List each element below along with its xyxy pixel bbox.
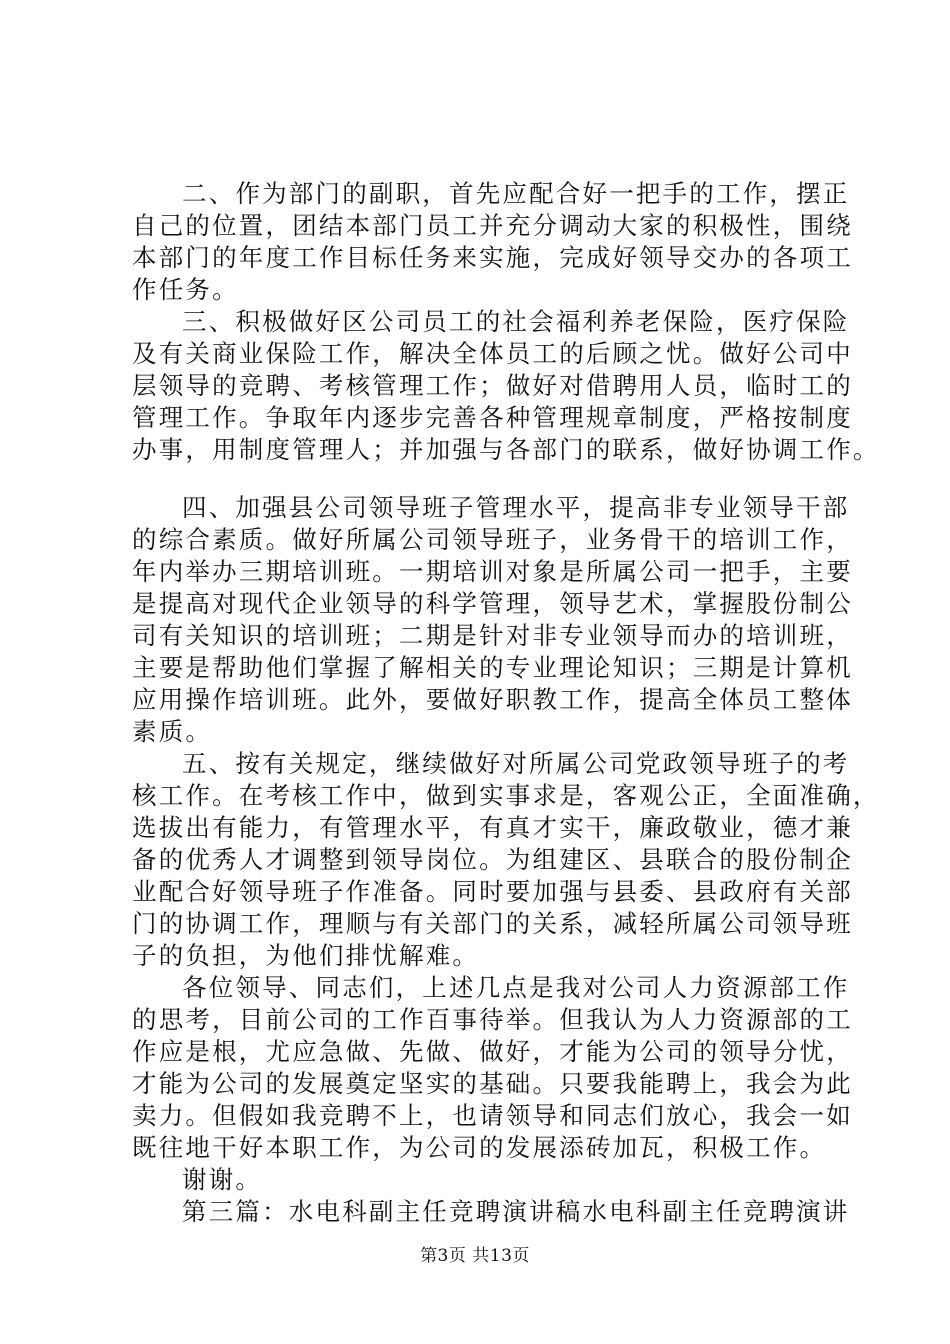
text-line: 门的协调工作，理顺与有关部门的关系，减轻所属公司领导班 (132, 909, 853, 938)
text-line: 的综合素质。做好所属公司领导班子，业务骨干的培训工作， (132, 525, 853, 554)
document-body (132, 178, 880, 1228)
text-line: 五、按有关规定，继续做好对所属公司党政领导班子的考 (182, 749, 850, 778)
paragraph-3 (132, 306, 880, 466)
text-line: 既往地干好本职工作，为公司的发展添砖加瓦，积极工作。 (132, 1133, 827, 1162)
paragraph-8 (132, 1196, 850, 1228)
text-line: 各位领导、同志们，上述几点是我对公司人力资源部工作 (182, 973, 850, 1002)
text-line: 主要是帮助他们掌握了解相关的专业理论知识；三期是计算机 (132, 653, 853, 682)
text-line: 作任务。 (132, 275, 239, 304)
paragraph-4 (132, 492, 853, 748)
text-line: 二、作为部门的副职，首先应配合好一把手的工作，摆正 (182, 179, 850, 208)
page-footer: 第3页 共13页 (420, 1246, 530, 1266)
text-line: 及有关商业保险工作，解决全体员工的后顾之忧。做好公司中 (132, 339, 853, 368)
paragraph-2 (132, 178, 853, 306)
text-line: 自己的位置，团结本部门员工并充分调动大家的积极性，围绕 (132, 211, 853, 240)
text-line: 年内举办三期培训班。一期培训对象是所属公司一把手，主要 (132, 557, 853, 586)
text-line: 办事，用制度管理人；并加强与各部门的联系，做好协调工作。 (132, 435, 880, 464)
text-line: 业配合好领导班子作准备。同时要加强与县委、县政府有关部 (132, 877, 853, 906)
text-line: 的思考，目前公司的工作百事待举。但我认为人力资源部的工 (132, 1005, 853, 1034)
text-line: 第三篇：水电科副主任竞聘演讲稿水电科副主任竞聘演讲 (182, 1197, 850, 1226)
text-line: 应用操作培训班。此外，要做好职教工作，提高全体员工整体 (132, 685, 853, 714)
paragraph-7 (132, 1164, 836, 1196)
text-line: 本部门的年度工作目标任务来实施，完成好领导交办的各项工 (132, 243, 853, 272)
text-line: 层领导的竞聘、考核管理工作；做好对借聘用人员，临时工的 (132, 371, 853, 400)
paragraph-5 (132, 748, 880, 972)
text-line: 谢谢。 (182, 1165, 263, 1194)
text-line: 是提高对现代企业领导的科学管理，领导艺术，掌握股份制公 (132, 589, 853, 618)
text-line: 才能为公司的发展奠定坚实的基础。只要我能聘上，我会为此 (132, 1069, 853, 1098)
text-line: 选拔出有能力，有管理水平，有真才实干，廉政敬业，德才兼 (132, 813, 853, 842)
paragraph-gap (132, 466, 836, 492)
text-line: 管理工作。争取年内逐步完善各种管理规章制度，严格按制度 (132, 403, 853, 432)
text-line: 四、加强县公司领导班子管理水平，提高非专业领导干部 (182, 493, 850, 522)
text-line: 核工作。在考核工作中，做到实事求是，客观公正，全面准确， (132, 781, 880, 810)
text-line: 司有关知识的培训班；二期是针对非专业领导而办的培训班， (132, 621, 853, 650)
text-line: 卖力。但假如我竞聘不上，也请领导和同志们放心，我会一如 (132, 1101, 853, 1130)
text-line: 素质。 (132, 717, 213, 746)
text-line: 子的负担，为他们排忧解难。 (132, 941, 480, 970)
text-line: 作应是根，尤应急做、先做、做好，才能为公司的领导分忧， (132, 1037, 853, 1066)
paragraph-6 (132, 972, 853, 1164)
text-line: 备的优秀人才调整到领导岗位。为组建区、县联合的股份制企 (132, 845, 853, 874)
text-line: 三、积极做好区公司员工的社会福利养老保险，医疗保险 (182, 307, 850, 336)
